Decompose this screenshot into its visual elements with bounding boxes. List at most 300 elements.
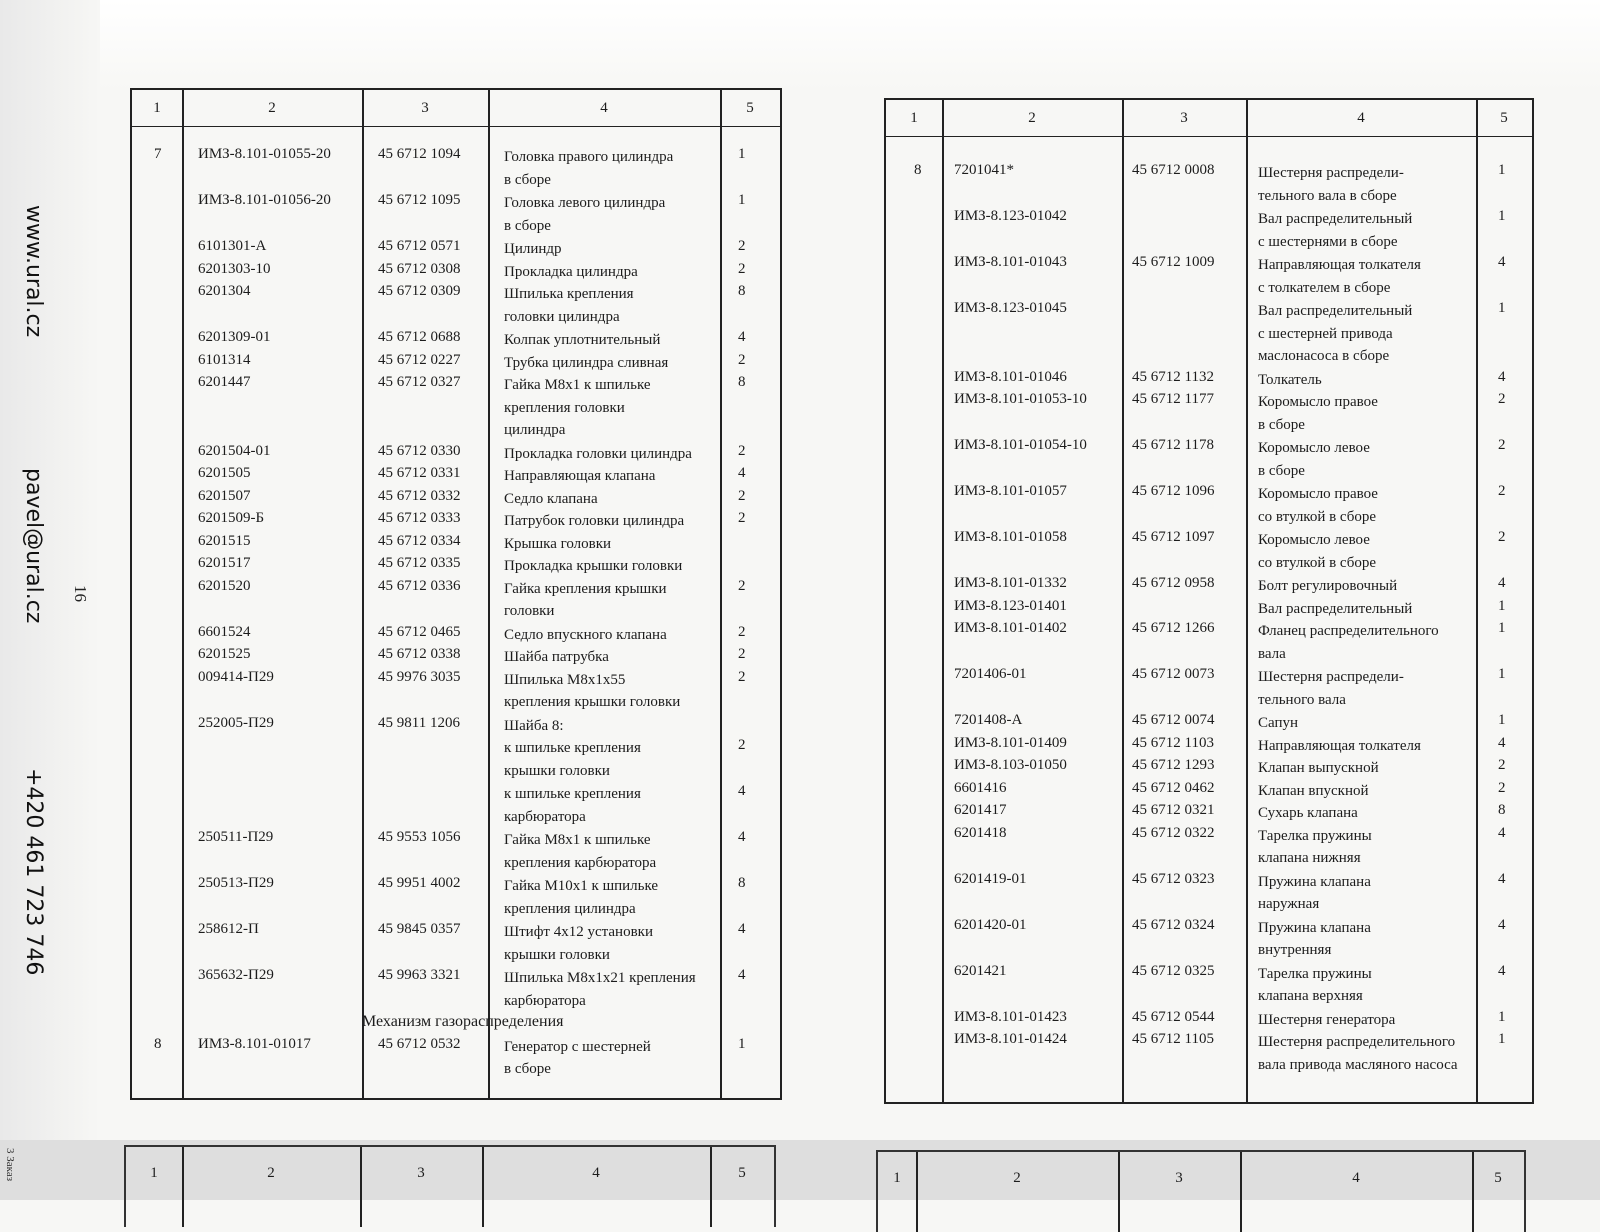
description-line: Пружина клапана [1258, 919, 1371, 936]
catalog-code: 45 9963 3321 [378, 967, 461, 983]
column-header-3: 3 [417, 1165, 425, 1181]
description-line: Клапан выпускной [1258, 760, 1379, 776]
part-number: 6201517 [198, 555, 251, 571]
description-line: Пружина клапана [1258, 873, 1371, 890]
part-description [504, 192, 665, 237]
catalog-code: 45 6712 0465 [378, 623, 461, 640]
part-number: ИМЗ-8.101-01409 [954, 734, 1067, 751]
part-number: 258612-П [198, 921, 259, 937]
column-divider [1246, 100, 1248, 1102]
description-line: с шестерней привода [1258, 325, 1393, 342]
catalog-code: 45 6712 0688 [378, 329, 461, 345]
quantity: 2 [738, 646, 746, 662]
description-line: Штифт 4х12 установки [504, 924, 653, 940]
description-line: в сборе [504, 1061, 551, 1077]
catalog-code: 45 9976 3035 [378, 668, 461, 685]
part-description [1258, 666, 1404, 711]
description-line: Цилиндр [504, 241, 562, 257]
column-divider [1122, 100, 1124, 1102]
description-line: Сухарь клапана [1258, 805, 1358, 821]
page-number: 16 [71, 585, 90, 602]
part-description [504, 465, 655, 488]
part-description [1258, 529, 1376, 574]
part-number: ИМЗ-8.101-01056-20 [198, 192, 331, 208]
part-number: 6201525 [198, 646, 251, 662]
quantity: 4 [738, 465, 746, 481]
part-description [1258, 712, 1298, 735]
catalog-code: 45 6712 1095 [378, 192, 461, 208]
description-line: внутренняя [1258, 942, 1332, 958]
part-description [1258, 437, 1370, 482]
catalog-code: 45 6712 0332 [378, 487, 461, 504]
next-page-right-table [876, 1150, 1526, 1232]
description-line: крепления головки [504, 399, 625, 416]
part-description [1258, 300, 1412, 368]
description-line: Шестерня распредели- [1258, 669, 1404, 685]
part-number: 6201421 [954, 962, 1007, 979]
part-description [504, 238, 562, 261]
part-description [504, 146, 673, 191]
quantity: 1 [1498, 712, 1506, 728]
catalog-code: 45 6712 1266 [1132, 620, 1215, 636]
part-number: ИМЗ-8.101-01057 [954, 483, 1067, 499]
part-description [1258, 757, 1379, 780]
column-header-2: 2 [268, 100, 276, 116]
catalog-code: 45 6712 0532 [378, 1035, 461, 1052]
part-description [1258, 735, 1421, 758]
description-line: Толкатель [1258, 371, 1322, 388]
part-description [1258, 963, 1372, 1008]
section-title: Механизм газораспределения [362, 1013, 564, 1030]
part-number: 252005-П29 [198, 714, 274, 731]
part-number: ИМЗ-8.101-01053-10 [954, 391, 1087, 407]
description-line: в сборе [504, 217, 551, 234]
catalog-code: 45 6712 0308 [378, 260, 461, 277]
part-description [1258, 871, 1371, 916]
part-number: 6201509-Б [198, 510, 265, 526]
catalog-code: 45 6712 0330 [378, 442, 461, 459]
description-line: маслонасоса в сборе [1258, 348, 1390, 364]
column-header-1: 1 [150, 1165, 158, 1181]
catalog-code: 45 6712 0331 [378, 465, 461, 481]
description-line: с шестернями в сборе [1258, 233, 1398, 250]
part-number: 6201515 [198, 532, 251, 549]
group-number: 8 [154, 1035, 162, 1052]
part-description [504, 737, 641, 782]
description-line: Направляющая толкателя [1258, 257, 1421, 273]
description-line: Гайка М8х1 к шпильке [504, 832, 651, 848]
part-description [504, 624, 667, 647]
catalog-code: 45 6712 0327 [378, 374, 461, 390]
part-description [504, 669, 680, 714]
column-divider [362, 90, 364, 1098]
quantity: 2 [738, 668, 746, 685]
description-line: Коромысло правое [1258, 486, 1378, 502]
quantity: 2 [1498, 779, 1506, 796]
quantity: 1 [1498, 1008, 1506, 1025]
quantity: 8 [1498, 802, 1506, 818]
part-description [1258, 620, 1439, 665]
part-number: ИМЗ-8.103-01050 [954, 757, 1067, 773]
column-header-5: 5 [738, 1165, 746, 1181]
description-line: клапана верхняя [1258, 988, 1363, 1004]
description-line: вала привода масляного насоса [1258, 1056, 1458, 1073]
description-line: Сапун [1258, 715, 1299, 731]
description-line: Клапан впускной [1258, 782, 1369, 799]
column-header-1: 1 [910, 110, 918, 126]
column-header-1: 1 [153, 100, 161, 116]
catalog-code: 45 6712 0333 [378, 510, 461, 526]
right-parts-table [884, 98, 1534, 1104]
order-note: 3 Заказ [4, 1148, 16, 1182]
description-line: Коромысло левое [1258, 532, 1370, 548]
column-header-5: 5 [1494, 1170, 1502, 1186]
description-line: Гайка крепления крышки [504, 580, 667, 597]
description-line: Шпилька крепления [504, 286, 634, 302]
column-divider [720, 90, 722, 1098]
part-description [504, 283, 634, 328]
left-parts-table [130, 88, 782, 1100]
description-line: крепления цилиндра [504, 900, 636, 917]
column-header-3: 3 [1180, 110, 1188, 126]
description-line: головки цилиндра [504, 308, 620, 325]
part-number: ИМЗ-8.123-01045 [954, 300, 1067, 316]
description-line: Крышка головки [504, 535, 612, 552]
part-description [504, 374, 651, 442]
description-line: Головка правого цилиндра [504, 149, 674, 165]
description-line: крепления карбюратора [504, 854, 657, 871]
part-number: 6201505 [198, 465, 251, 481]
quantity: 2 [1498, 529, 1506, 545]
quantity: 8 [738, 875, 746, 891]
description-line: в сборе [504, 171, 551, 188]
description-line: Тарелка пружины [1258, 965, 1372, 982]
part-number: 009414-П29 [198, 668, 274, 685]
quantity: 2 [738, 238, 746, 254]
description-line: Прокладка головки цилиндра [504, 445, 692, 462]
description-line: со втулкой в сборе [1258, 554, 1377, 571]
description-line: Направляющая клапана [504, 468, 656, 484]
description-line: Фланец распределительного [1258, 623, 1439, 639]
part-description [504, 510, 684, 533]
column-header-5: 5 [746, 100, 754, 116]
part-description [1258, 391, 1378, 436]
part-number: 7201408-А [954, 712, 1023, 728]
part-description [1258, 917, 1371, 962]
column-header-3: 3 [1175, 1170, 1183, 1186]
quantity: 4 [738, 921, 746, 937]
catalog-code: 45 6712 1096 [1132, 483, 1215, 499]
part-number: ИМЗ-8.101-01058 [954, 529, 1067, 545]
part-number: 250513-П29 [198, 875, 274, 891]
part-description [504, 261, 638, 284]
description-line: Седло клапана [504, 490, 598, 507]
quantity: 4 [1498, 870, 1506, 887]
catalog-code: 45 6712 1105 [1132, 1031, 1214, 1047]
catalog-code: 45 6712 0073 [1132, 666, 1215, 682]
part-description [504, 533, 611, 556]
part-description [1258, 1009, 1395, 1032]
part-number: 6201507 [198, 487, 251, 504]
catalog-code: 45 6712 0544 [1132, 1008, 1215, 1025]
catalog-code: 45 6712 0958 [1132, 575, 1215, 591]
scan-background-top [0, 0, 1600, 90]
quantity: 2 [738, 577, 746, 594]
part-description [504, 329, 660, 352]
description-line: Колпак уплотнительный [504, 332, 661, 348]
quantity: 4 [1498, 368, 1506, 385]
description-line: Шестерня распредели- [1258, 165, 1404, 181]
part-number: ИМЗ-8.101-01046 [954, 368, 1067, 385]
catalog-code: 45 6712 0008 [1132, 162, 1215, 178]
catalog-code: 45 6712 0462 [1132, 779, 1215, 796]
part-number: ИМЗ-8.101-01402 [954, 620, 1067, 636]
catalog-code: 45 6712 0074 [1132, 712, 1215, 728]
quantity: 4 [738, 783, 746, 799]
quantity: 1 [1498, 300, 1506, 316]
part-description [504, 829, 656, 874]
description-line: Шайба патрубка [504, 649, 609, 665]
quantity: 1 [1498, 208, 1506, 224]
catalog-code: 45 6712 1097 [1132, 529, 1215, 545]
part-description [504, 921, 653, 966]
description-line: Шестерня генератора [1258, 1011, 1396, 1028]
description-line: крепления крышки головки [504, 694, 681, 710]
catalog-code: 45 6712 0325 [1132, 962, 1215, 979]
quantity: 4 [1498, 575, 1506, 591]
part-description [1258, 208, 1412, 253]
part-description [504, 783, 641, 828]
description-line: Патрубок головки цилиндра [504, 513, 685, 529]
description-line: Седло впускного клапана [504, 626, 667, 643]
part-description [504, 715, 564, 738]
catalog-code: 45 6712 0323 [1132, 870, 1215, 887]
quantity: 2 [738, 510, 746, 526]
quantity: 4 [738, 829, 746, 845]
part-number: 6201447 [198, 374, 251, 390]
quantity: 1 [1498, 666, 1506, 682]
quantity: 4 [1498, 254, 1506, 270]
description-line: Вал распределительный [1258, 600, 1413, 617]
part-number: 6601524 [198, 623, 251, 640]
description-line: Шпилька М8х1х21 крепления [504, 970, 696, 986]
description-line: Прокладка крышки головки [504, 558, 683, 574]
column-header-2: 2 [267, 1165, 275, 1181]
part-number: 365632-П29 [198, 967, 274, 983]
description-line: тельного вала в сборе [1258, 187, 1397, 204]
catalog-code: 45 9951 4002 [378, 875, 461, 891]
quantity: 4 [738, 329, 746, 345]
quantity: 1 [1498, 620, 1506, 636]
description-line: клапана нижняя [1258, 850, 1361, 866]
catalog-code: 45 6712 1009 [1132, 254, 1215, 270]
phone-text: +420 461 723 746 [21, 768, 46, 976]
email-text: pavel@ural.cz [21, 468, 46, 624]
description-line: Головка левого цилиндра [504, 195, 666, 211]
column-header-2: 2 [1013, 1170, 1021, 1186]
quantity: 1 [738, 146, 746, 162]
part-description [504, 352, 668, 375]
catalog-code: 45 6712 0321 [1132, 802, 1215, 818]
catalog-code: 45 9553 1056 [378, 829, 461, 845]
part-number: ИМЗ-8.123-01401 [954, 597, 1067, 614]
description-line: Гайка М8х1 к шпильке [504, 377, 651, 393]
part-number: 6201420-01 [954, 916, 1027, 933]
description-line: наружная [1258, 896, 1320, 912]
part-description [1258, 1031, 1458, 1076]
description-line: Болт регулировочный [1258, 578, 1398, 594]
column-divider [1476, 100, 1478, 1102]
description-line: вала [1258, 645, 1286, 662]
part-description [1258, 369, 1322, 392]
part-number: 7201041* [954, 162, 1014, 178]
part-number: 6101314 [198, 351, 251, 368]
quantity: 1 [1498, 597, 1506, 614]
quantity: 2 [738, 623, 746, 640]
part-description [1258, 802, 1358, 825]
quantity: 1 [1498, 162, 1506, 178]
quantity: 1 [738, 192, 746, 208]
part-number: ИМЗ-8.101-01054-10 [954, 437, 1087, 453]
quantity: 1 [1498, 1031, 1506, 1047]
catalog-code: 45 6712 0336 [378, 577, 461, 594]
column-header-4: 4 [1352, 1170, 1360, 1186]
description-line: Шпилька М8х1х55 [504, 671, 626, 688]
catalog-code: 45 9845 0357 [378, 921, 461, 937]
part-description [504, 488, 598, 511]
part-description [504, 875, 658, 920]
catalog-code: 45 6712 1293 [1132, 757, 1215, 773]
catalog-code: 45 6712 1178 [1132, 437, 1214, 453]
quantity: 4 [1498, 734, 1506, 751]
part-description [504, 578, 667, 623]
catalog-code: 45 6712 0338 [378, 646, 461, 662]
description-line: карбюратора [504, 992, 586, 1009]
description-line: Коромысло правое [1258, 394, 1378, 410]
part-description [504, 646, 609, 669]
catalog-code: 45 6712 0324 [1132, 916, 1215, 933]
column-divider [942, 100, 944, 1102]
description-line: в сборе [1258, 416, 1305, 433]
quantity: 2 [738, 737, 746, 753]
description-line: Вал распределительный [1258, 303, 1413, 319]
quantity: 4 [1498, 962, 1506, 979]
description-line: со втулкой в сборе [1258, 508, 1377, 525]
description-line: Шайба 8: [504, 717, 564, 734]
description-line: к шпильке крепления [504, 740, 641, 756]
column-header-1: 1 [893, 1170, 901, 1186]
description-line: карбюратора [504, 808, 586, 825]
part-number: ИМЗ-8.101-01043 [954, 254, 1067, 270]
quantity: 1 [738, 1035, 746, 1052]
description-line: к шпильке крепления [504, 786, 641, 802]
part-description [1258, 254, 1421, 299]
catalog-code: 45 6712 0335 [378, 555, 461, 571]
part-number: 6201303-10 [198, 260, 271, 277]
quantity: 2 [738, 487, 746, 504]
description-line: крышки головки [504, 762, 610, 779]
description-line: с толкателем в сборе [1258, 279, 1391, 296]
part-description [1258, 575, 1397, 598]
part-number: ИМЗ-8.101-01332 [954, 575, 1067, 591]
left-margin [0, 0, 100, 1140]
quantity: 2 [1498, 757, 1506, 773]
part-number: 6201419-01 [954, 870, 1027, 887]
description-line: Гайка М10х1 к шпильке [504, 878, 659, 894]
part-number: 250511-П29 [198, 829, 274, 845]
part-description [504, 967, 696, 1012]
group-number: 7 [154, 146, 162, 162]
quantity: 8 [738, 283, 746, 299]
description-line: Прокладка цилиндра [504, 263, 638, 280]
description-line: Трубка цилиндра сливная [504, 354, 669, 371]
part-number: 6201309-01 [198, 329, 271, 345]
catalog-code: 45 6712 1132 [1132, 368, 1214, 385]
catalog-code: 45 6712 0322 [1132, 824, 1215, 841]
column-header-4: 4 [600, 100, 608, 116]
quantity: 2 [738, 260, 746, 277]
part-number: 6201417 [954, 802, 1007, 818]
part-description [1258, 483, 1378, 528]
quantity: 2 [738, 351, 746, 368]
quantity: 4 [738, 967, 746, 983]
catalog-code: 45 6712 1103 [1132, 734, 1214, 751]
quantity: 2 [1498, 391, 1506, 407]
quantity: 2 [738, 442, 746, 459]
part-number: 6201504-01 [198, 442, 271, 459]
part-number: ИМЗ-8.101-01055-20 [198, 146, 331, 162]
part-description [1258, 598, 1412, 621]
description-line: Тарелка пружины [1258, 827, 1372, 844]
part-number: 6201304 [198, 283, 251, 299]
description-line: головки [504, 603, 555, 619]
description-line: Генератор с шестерней [504, 1038, 651, 1055]
catalog-code: 45 9811 1206 [378, 714, 460, 731]
description-line: Коромысло левое [1258, 440, 1370, 456]
next-page-left-table [124, 1145, 776, 1227]
part-description [504, 443, 692, 466]
part-number: 6101301-А [198, 238, 267, 254]
catalog-code: 45 6712 0334 [378, 532, 461, 549]
part-number: ИМЗ-8.101-01423 [954, 1008, 1067, 1025]
part-description [504, 555, 682, 578]
group-number: 8 [914, 162, 922, 178]
column-header-3: 3 [421, 100, 429, 116]
column-header-4: 4 [1357, 110, 1365, 126]
quantity: 8 [738, 374, 746, 390]
part-number: 6601416 [954, 779, 1007, 796]
column-divider [182, 90, 184, 1098]
quantity: 2 [1498, 437, 1506, 453]
column-header-2: 2 [1028, 110, 1036, 126]
part-number: 7201406-01 [954, 666, 1027, 682]
quantity: 2 [1498, 483, 1506, 499]
part-description [1258, 825, 1372, 870]
description-line: тельного вала [1258, 691, 1346, 708]
catalog-code: 45 6712 0227 [378, 351, 461, 368]
part-number: 6201418 [954, 824, 1007, 841]
website-text: www.ural.cz [21, 205, 46, 338]
description-line: цилиндра [504, 422, 566, 438]
column-header-5: 5 [1500, 110, 1508, 126]
part-number: ИМЗ-8.101-01017 [198, 1035, 311, 1052]
description-line: крышки головки [504, 946, 610, 963]
catalog-code: 45 6712 1177 [1132, 391, 1214, 407]
part-description [1258, 162, 1404, 207]
part-number: ИМЗ-8.101-01424 [954, 1031, 1067, 1047]
description-line: Шестерня распределительного [1258, 1034, 1456, 1050]
catalog-code: 45 6712 0571 [378, 238, 461, 254]
